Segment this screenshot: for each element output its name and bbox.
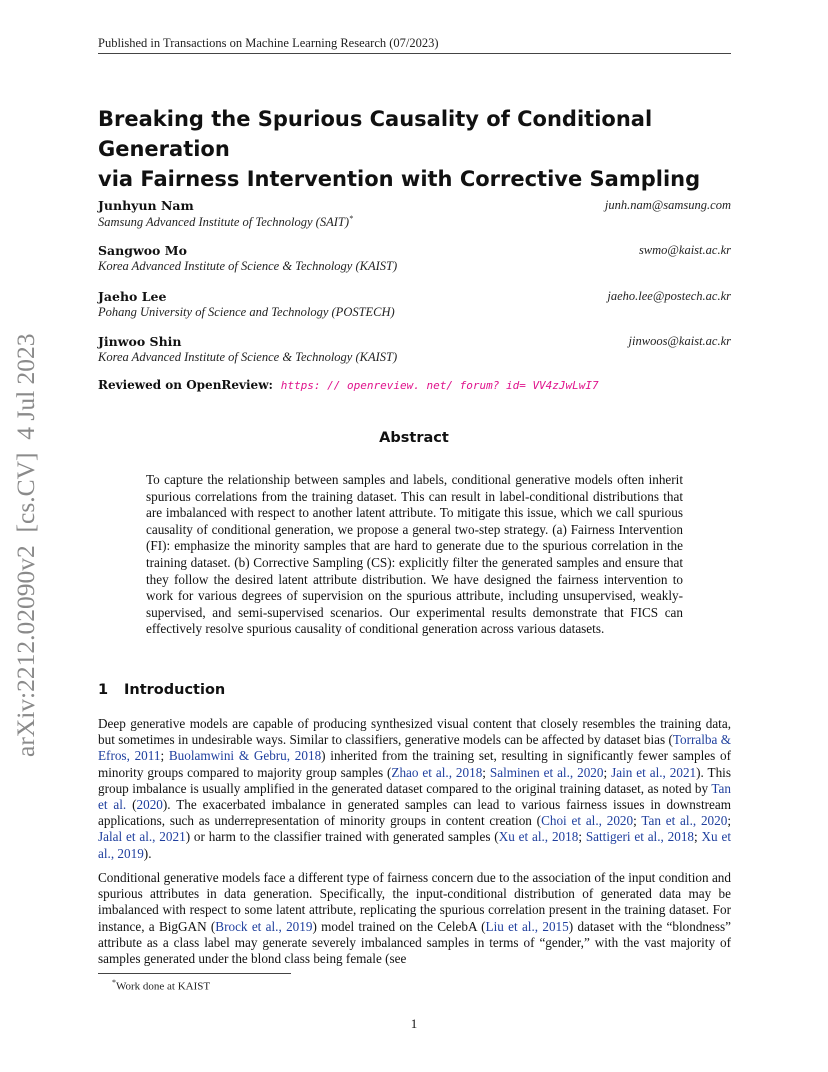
section-heading (98, 682, 225, 698)
citation-link[interactable]: Sattigeri et al., 2018 (585, 829, 695, 845)
footnote (112, 978, 210, 993)
author-affiliation: Korea Advanced Institute of Science & Technology (KAIST) (98, 259, 398, 273)
text-run: Deep generative models are capable of producing synthesized visual content that closely resembles the training data, but sometimes in undesirable ways. Similar to classifiers, generative models can be affected by dataset bias ( (98, 716, 731, 748)
running-header: Published in Transactions on Machine Learning Research (07/2023) (98, 36, 439, 50)
section-number: 1 (98, 682, 109, 698)
citation-link[interactable]: Xu et al., 2019 (98, 829, 732, 861)
author-email[interactable]: jaeho.lee@postech.ac.kr (607, 289, 731, 303)
citation-link[interactable]: Jalal et al., 2021 (98, 829, 186, 845)
paper-title (98, 104, 758, 194)
text-run: ) or harm to the classifier trained with generated samples ( (185, 829, 499, 845)
author-3 (98, 289, 731, 320)
author-footnote-mark: * (349, 214, 354, 223)
author-name: Jinwoo Shin (98, 334, 182, 349)
author-affiliation (98, 214, 731, 230)
abstract-heading: Abstract (379, 430, 449, 446)
citation-link[interactable]: Jain et al., 2021 (611, 764, 697, 780)
author-name: Sangwoo Mo (98, 243, 187, 258)
text-run: Conditional generative models face a different type of fairness concern due to the association of the input condition and spurious attributes in data generation. Specifically, the input-conditional distribution of generated data may be imbalanced with respect to some latent attribute, replicating the spurious correlation present in the training dataset. For instance, a BigGAN ( (98, 870, 731, 934)
text-run: ; (482, 764, 490, 780)
author-email[interactable]: jinwoos@kaist.ac.kr (628, 334, 731, 348)
header-rule (98, 53, 731, 54)
author-name: Jaeho Lee (98, 289, 167, 304)
text-run: ). (143, 845, 152, 861)
author-affiliation-text: Samsung Advanced Institute of Technology (SAIT) (98, 215, 350, 230)
review-line (98, 378, 599, 392)
citation-link[interactable]: Tan et al., 2020 (641, 813, 728, 829)
citation-link[interactable]: Brock et al., 2019 (215, 918, 313, 934)
intro-paragraph-2 (98, 870, 731, 967)
title-line-1: Breaking the Spurious Causality of Conditional Generation (98, 107, 653, 161)
text-run: ) inherited from the training set, resulting in significantly fewer samples of minority groups compared to majority group samples ( (98, 748, 731, 780)
text-run: ; (694, 829, 702, 845)
arxiv-stamp-svg (2, 300, 42, 760)
text-run: ). This group imbalance is usually amplified in the generated dataset compared to the original training dataset, as noted by (98, 764, 731, 796)
author-2 (98, 243, 731, 274)
text-run: ) model trained on the CelebA ( (312, 918, 486, 934)
review-label: Reviewed on OpenReview: (98, 378, 273, 392)
citation-link[interactable]: Buolamwini & Gebru, 2018 (168, 748, 322, 764)
arxiv-stamp-text: arXiv:2212.02090v2 [cs.CV] 4 Jul 2023 (11, 333, 40, 757)
citation-link[interactable]: 2020 (136, 797, 163, 813)
section-title: Introduction (124, 682, 226, 698)
footnote-rule (98, 973, 291, 974)
author-email[interactable]: swmo@kaist.ac.kr (638, 243, 731, 257)
footnote-mark: * (112, 978, 116, 987)
citation-link[interactable]: Tan et al. (98, 780, 731, 813)
text-run: ) dataset with the “blondness” attribute as a class label may generate severely imbalanced samples in terms of “gender,” with the vast majority of samples generated under the blond class being female (see (98, 918, 731, 967)
citation-link[interactable]: Zhao et al., 2018 (391, 764, 483, 780)
page-number: 1 (410, 1016, 418, 1031)
text-run: ; (727, 813, 731, 829)
abstract-text: To capture the relationship between samples and labels, conditional generative models often inherit spurious correlations from the training dataset. This can result in label-conditional distributions that are imbalanced with respect to another latent attribute. To mitigate this issue, which we call spurious causality of conditional generation, we propose a general two-step strategy. (a) Fairness Intervention (FI): emphasize the minority samples that are hard to generate due to the spurious correlation in the training dataset. (b) Corrective Sampling (CS): explicitly filter the generated samples and ensure that they follow the desired latent attribute distribution. We have designed the fairness intervention to work for various degrees of supervision on the spurious attribute, including unsupervised, weakly-supervised, and semi-supervised scenarios. Our experimental results demonstrate that FICS can effectively resolve spurious causality of conditional generation across various datasets. (146, 472, 683, 637)
text-run: ; (160, 748, 169, 764)
arxiv-stamp[interactable] (2, 300, 42, 760)
author-email[interactable]: junh.nam@samsung.com (604, 198, 731, 212)
citation-link[interactable]: Choi et al., 2020 (541, 813, 634, 829)
author-4 (98, 334, 731, 365)
citation-link[interactable]: Salminen et al., 2020 (489, 764, 604, 780)
text-run: ( (126, 797, 137, 813)
openreview-link[interactable]: https: // openreview. net/ forum? id= VV4zJwLwI7 (280, 379, 599, 392)
citation-link[interactable]: Xu et al., 2018 (498, 829, 579, 845)
author-affiliation: Korea Advanced Institute of Science & Technology (KAIST) (98, 350, 398, 364)
title-line-2: via Fairness Intervention with Corrective Sampling (98, 167, 701, 191)
text-run: ; (578, 829, 586, 845)
text-run: ). The exacerbated imbalance in generated samples can lead to various fairness issues in downstream applications, such as underrepresentation of minority groups in content creation ( (98, 797, 731, 829)
citation-link[interactable]: Liu et al., 2015 (485, 918, 569, 934)
author-affiliation: Pohang University of Science and Technology (POSTECH) (98, 305, 395, 319)
footnote-text: Work done at KAIST (116, 980, 211, 993)
text-run: ; (633, 813, 642, 829)
text-run: ; (603, 764, 612, 780)
author-name: Junhyun Nam (98, 198, 194, 213)
author-1 (98, 198, 731, 230)
citation-link[interactable]: Torralba & Efros, 2011 (98, 732, 731, 764)
intro-paragraph-1 (98, 716, 731, 862)
